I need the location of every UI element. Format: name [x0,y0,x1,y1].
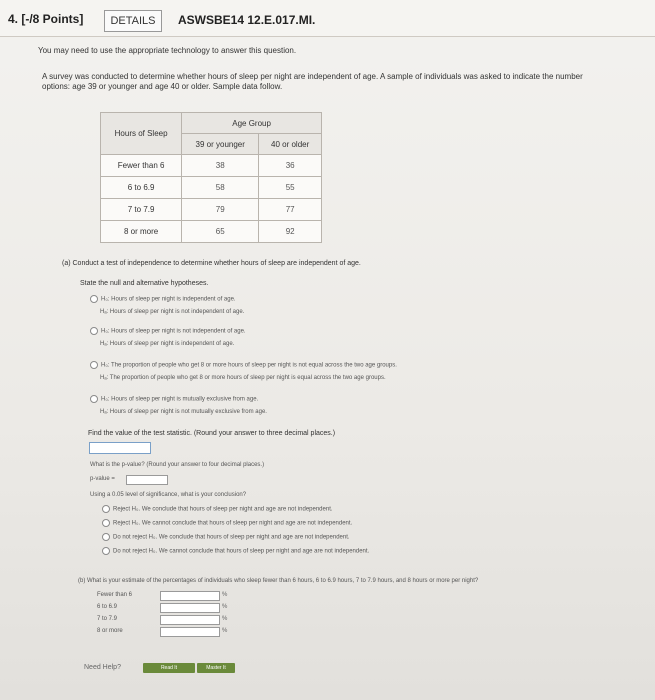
hypotheses-prompt: State the null and alternative hypotheses. [80,280,209,287]
conclusion-option-2[interactable] [102,519,352,527]
row-header: Hours of Sleep [101,113,182,155]
part-a-prompt: (a) Conduct a test of independence to determine whether hours of sleep are independent of age. [62,260,361,267]
part-b-prompt: (b) What is your estimate of the percentages of individuals who sleep fewer than 6 hours, 6 to 6.9 hours, 7 to 7.9 hours, and 8 hours or more per night? [78,578,479,584]
pct-row-label: 6 to 6.9 [97,604,118,610]
conclusion-text: Reject H₀. We cannot conclude that hours of sleep per night and age are not independent. [113,520,353,527]
radio-button[interactable] [90,295,98,303]
ha-text: Hₐ: The proportion of people who get 8 or more hours of sleep per night is equal across the two age groups. [100,375,386,381]
percent-unit: % [222,604,228,610]
h0-text: H₀: Hours of sleep per night is mutually exclusive from age. [101,396,259,403]
ha-text: Hₐ: Hours of sleep per night is independent of age. [100,341,235,347]
table-cell: 79 [182,199,259,221]
group-header: Age Group [182,113,322,134]
conclusion-option-1[interactable] [102,505,333,513]
percent-unit: % [222,628,228,634]
test-statistic-prompt: Find the value of the test statistic. (Round your answer to three decimal places.) [88,430,336,437]
ha-text: Hₐ: Hours of sleep per night is not independent of age. [100,309,245,315]
question-number: 4. [-/8 Points] [8,12,84,26]
sleep-age-table [100,112,322,243]
radio-button[interactable] [102,505,110,513]
conclusion-text: Reject H₀. We conclude that hours of sleep per night and age are not independent. [113,506,333,513]
pct-input[interactable] [160,627,220,637]
pct-input[interactable] [160,591,220,601]
radio-button[interactable] [90,327,98,335]
conclusion-option-3[interactable] [102,533,350,541]
col-header-39-or-younger: 39 or younger [182,134,259,155]
hypothesis-option-3[interactable] [90,361,397,369]
percent-unit: % [222,616,228,622]
question-header [0,0,655,37]
radio-button[interactable] [102,547,110,555]
radio-button[interactable] [102,519,110,527]
hypothesis-option-4[interactable] [90,395,258,403]
pct-input[interactable] [160,603,220,613]
survey-description-line1: A survey was conducted to determine whether hours of sleep per night are independent of age. A sample of individuals was asked to indicate the number [42,72,583,81]
table-cell: 58 [182,177,259,199]
table-row-label: 7 to 7.9 [101,199,182,221]
table-cell: 36 [259,155,322,177]
conclusion-option-4[interactable] [102,547,369,555]
need-help-label: Need Help? [84,664,121,671]
pct-row-label: 8 or more [97,628,123,634]
h0-text: H₀: Hours of sleep per night is not independent of age. [101,328,246,335]
technology-note: You may need to use the appropriate technology to answer this question. [38,46,297,55]
table-cell: 65 [182,221,259,243]
pct-row-label: Fewer than 6 [97,592,133,598]
percent-unit: % [222,592,228,598]
pct-input[interactable] [160,615,220,625]
pct-row-label: 7 to 7.9 [97,616,118,622]
h0-text: H₀: Hours of sleep per night is independent of age. [101,296,236,303]
table-cell: 77 [259,199,322,221]
ha-text: Hₐ: Hours of sleep per night is not mutually exclusive from age. [100,409,267,415]
pvalue-input[interactable] [126,475,168,485]
read-it-button[interactable]: Read It [143,663,195,673]
pvalue-label: p-value = [90,476,115,482]
radio-button[interactable] [90,361,98,369]
master-it-button[interactable]: Master It [197,663,235,673]
hypothesis-option-2[interactable] [90,327,246,335]
conclusion-prompt: Using a 0.05 level of significance, what is your conclusion? [90,492,247,498]
table-cell: 92 [259,221,322,243]
conclusion-text: Do not reject H₀. We cannot conclude that hours of sleep per night and age are not independent. [113,548,370,555]
details-button[interactable]: DETAILS [104,10,162,32]
col-header-40-or-older: 40 or older [259,134,322,155]
conclusion-text: Do not reject H₀. We conclude that hours of sleep per night and age are not independent. [113,534,350,541]
table-row-label: 8 or more [101,221,182,243]
test-statistic-input[interactable] [89,442,151,454]
question-code: ASWSBE14 12.E.017.MI. [178,13,316,27]
table-row-label: Fewer than 6 [101,155,182,177]
table-cell: 55 [259,177,322,199]
hypothesis-option-1[interactable] [90,295,236,303]
pvalue-prompt: What is the p-value? (Round your answer to four decimal places.) [90,462,265,468]
table-cell: 38 [182,155,259,177]
survey-description-line2: options: age 39 or younger and age 40 or older. Sample data follow. [42,82,283,91]
table-row-label: 6 to 6.9 [101,177,182,199]
radio-button[interactable] [90,395,98,403]
radio-button[interactable] [102,533,110,541]
h0-text: H₀: The proportion of people who get 8 or more hours of sleep per night is not equal across the two age groups. [101,362,397,369]
